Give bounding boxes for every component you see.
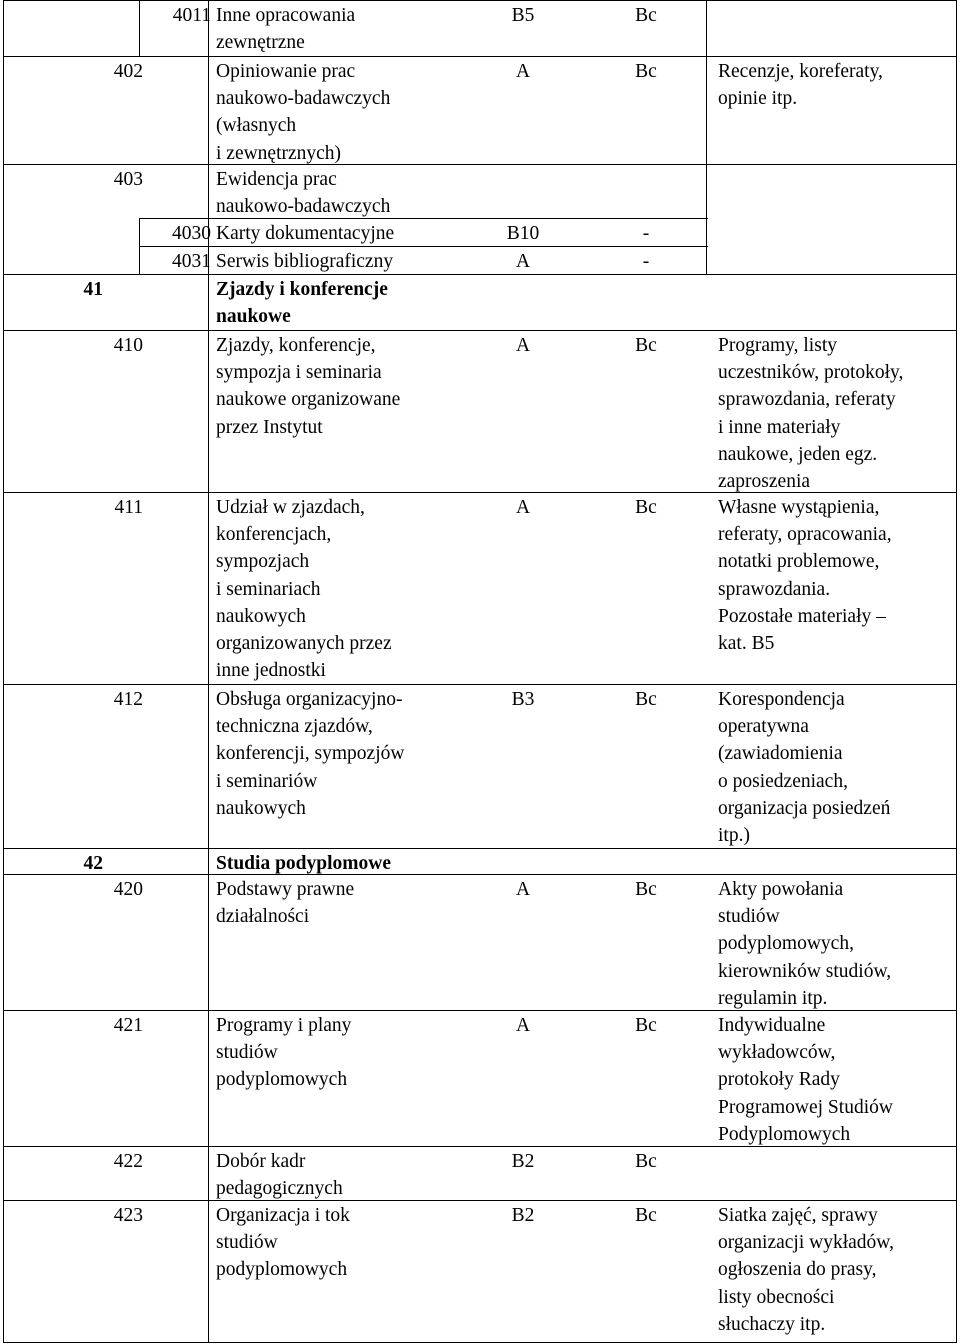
table-row bbox=[3, 164, 957, 218]
entry-name-line: studiów bbox=[216, 1232, 278, 1254]
entry-name-line: podyplomowych bbox=[216, 1259, 348, 1281]
row-divider bbox=[3, 1342, 957, 1343]
table-row bbox=[3, 246, 957, 274]
document-table bbox=[3, 0, 957, 1342]
entry-name bbox=[216, 276, 388, 330]
category-secondary: - bbox=[642, 251, 650, 272]
entry-number: 403 bbox=[113, 169, 143, 190]
category-primary: B3 bbox=[511, 689, 535, 710]
entry-name bbox=[216, 220, 394, 247]
entry-name-line: Programy i plany bbox=[216, 1015, 352, 1036]
entry-name-line: zewnętrzne bbox=[216, 32, 305, 54]
entry-name-line: działalności bbox=[216, 906, 310, 928]
entry-notes-line: Programowej Studiów bbox=[718, 1096, 893, 1118]
table-row bbox=[3, 492, 957, 684]
entry-notes-line: itp.) bbox=[718, 825, 750, 847]
entry-notes-line: kierowników studiów, bbox=[718, 960, 892, 982]
entry-name bbox=[216, 1012, 351, 1094]
entry-name-line: pedagogicznych bbox=[216, 1178, 343, 1200]
entry-notes-line: Akty powołania bbox=[718, 879, 844, 900]
entry-notes-line: Siatka zajęć, sprawy bbox=[718, 1205, 878, 1226]
category-secondary: Bc bbox=[635, 1151, 657, 1172]
entry-name-line: przez Instytut bbox=[216, 416, 323, 438]
entry-name-line: naukowych bbox=[216, 797, 306, 819]
entry-name-line: naukowych bbox=[216, 605, 306, 627]
entry-name-line: konferencji, sympozjów bbox=[216, 743, 405, 765]
entry-number: 4030 bbox=[172, 223, 211, 244]
category-secondary: Bc bbox=[635, 1015, 657, 1036]
entry-name bbox=[216, 58, 390, 167]
entry-name-line: Serwis bibliograficzny bbox=[216, 251, 394, 272]
entry-notes bbox=[718, 876, 891, 1012]
entry-number: 41 bbox=[83, 279, 103, 300]
category-secondary: Bc bbox=[635, 689, 657, 710]
entry-notes-line: uczestników, protokoły, bbox=[718, 362, 904, 384]
entry-name-line: i seminariach bbox=[216, 578, 321, 600]
entry-name bbox=[216, 1202, 350, 1284]
table-row bbox=[3, 1146, 957, 1200]
entry-name-line: naukowo-badawczych bbox=[216, 196, 391, 218]
entry-notes bbox=[718, 1202, 894, 1338]
category-secondary: Bc bbox=[635, 61, 657, 82]
entry-number: 402 bbox=[113, 61, 143, 82]
entry-name-line: Obsługa organizacyjno- bbox=[216, 689, 403, 710]
entry-name-line: sympozjach bbox=[216, 551, 310, 573]
entry-notes-line: naukowe, jeden egz. bbox=[718, 443, 878, 465]
entry-name-line: Studia podyplomowe bbox=[216, 853, 392, 874]
entry-notes bbox=[718, 58, 883, 112]
entry-name-line: podyplomowych bbox=[216, 1069, 348, 1091]
entry-notes-line: (zawiadomienia bbox=[718, 743, 843, 765]
entry-name bbox=[216, 686, 404, 822]
category-secondary: Bc bbox=[635, 335, 657, 356]
entry-notes-line: Pozostałe materiały – bbox=[718, 605, 886, 627]
entry-name bbox=[216, 332, 400, 441]
entry-notes-line: kat. B5 bbox=[718, 633, 775, 655]
entry-number: 410 bbox=[113, 335, 143, 356]
entry-notes-line: protokoły Rady bbox=[718, 1069, 840, 1091]
entry-notes-line: o posiedzeniach, bbox=[718, 770, 848, 792]
entry-notes-line: Indywidualne bbox=[718, 1015, 826, 1036]
entry-name bbox=[216, 166, 390, 220]
table-row bbox=[3, 218, 957, 246]
entry-name-line: Opiniowanie prac bbox=[216, 61, 356, 82]
category-primary: B5 bbox=[511, 5, 535, 26]
entry-notes-line: opinie itp. bbox=[718, 88, 798, 110]
table-row bbox=[3, 330, 957, 492]
entry-number: 4031 bbox=[172, 251, 211, 272]
entry-name-line: (własnych bbox=[216, 115, 297, 137]
entry-name-line: techniczna zjazdów, bbox=[216, 716, 373, 738]
entry-number: 411 bbox=[114, 497, 143, 518]
entry-name-line: Zjazdy i konferencje bbox=[216, 279, 388, 300]
entry-name-line: Dobór kadr bbox=[216, 1151, 306, 1172]
entry-notes-line: organizacji wykładów, bbox=[718, 1232, 894, 1254]
entry-name bbox=[216, 248, 393, 275]
entry-notes-line: sprawozdania, referaty bbox=[718, 389, 896, 411]
entry-number: 42 bbox=[83, 853, 103, 874]
category-primary: A bbox=[515, 251, 531, 272]
entry-name-line: Udział w zjazdach, bbox=[216, 497, 365, 518]
entry-name-line: konferencjach, bbox=[216, 524, 332, 546]
entry-name bbox=[216, 494, 392, 684]
entry-notes-line: organizacja posiedzeń bbox=[718, 797, 891, 819]
entry-notes-line: zaproszenia bbox=[718, 471, 811, 493]
entry-notes-line: Własne wystąpienia, bbox=[718, 497, 880, 518]
entry-notes-line: Korespondencja bbox=[718, 689, 845, 710]
category-primary: A bbox=[515, 879, 531, 900]
entry-name-line: Karty dokumentacyjne bbox=[216, 223, 395, 244]
table-row bbox=[3, 684, 957, 848]
entry-number: 423 bbox=[113, 1205, 143, 1226]
entry-notes-line: Podyplomowych bbox=[718, 1123, 851, 1145]
entry-notes-line: sprawozdania. bbox=[718, 578, 831, 600]
category-primary: B2 bbox=[511, 1205, 535, 1226]
entry-notes bbox=[718, 1012, 893, 1148]
entry-name bbox=[216, 876, 354, 930]
entry-name-line: naukowe organizowane bbox=[216, 389, 401, 411]
entry-number: 412 bbox=[113, 689, 143, 710]
entry-name bbox=[216, 1148, 343, 1202]
entry-name-line: i zewnętrznych) bbox=[216, 142, 342, 164]
entry-notes-line: i inne materiały bbox=[718, 416, 841, 438]
entry-notes bbox=[718, 332, 903, 495]
table-row bbox=[3, 874, 957, 1010]
table-row bbox=[3, 274, 957, 330]
entry-notes-line: referaty, opracowania, bbox=[718, 524, 892, 546]
category-primary: B10 bbox=[506, 223, 540, 244]
entry-name-line: naukowe bbox=[216, 306, 291, 328]
category-primary: A bbox=[515, 1015, 531, 1036]
entry-name-line: Inne opracowania bbox=[216, 5, 356, 26]
entry-number: 4011 bbox=[172, 5, 211, 26]
entry-notes-line: notatki problemowe, bbox=[718, 551, 880, 573]
table-row bbox=[3, 0, 957, 56]
entry-name-line: Organizacja i tok bbox=[216, 1205, 350, 1226]
entry-notes-line: ogłoszenia do prasy, bbox=[718, 1259, 877, 1281]
entry-name bbox=[216, 2, 355, 56]
table-row bbox=[3, 848, 957, 874]
entry-name-line: sympozja i seminaria bbox=[216, 362, 382, 384]
category-secondary: Bc bbox=[635, 5, 657, 26]
entry-name-line: organizowanych przez bbox=[216, 633, 392, 655]
entry-notes bbox=[718, 494, 892, 657]
entry-name-line: Ewidencja prac bbox=[216, 169, 337, 190]
entry-name-line: i seminariów bbox=[216, 770, 318, 792]
entry-name-line: Zjazdy, konferencje, bbox=[216, 335, 376, 356]
entry-notes-line: wykładowców, bbox=[718, 1042, 836, 1064]
entry-number: 422 bbox=[113, 1151, 143, 1172]
entry-notes-line: Recenzje, koreferaty, bbox=[718, 61, 883, 82]
category-primary: A bbox=[515, 497, 531, 518]
entry-notes-line: Programy, listy bbox=[718, 335, 837, 356]
entry-notes-line: listy obecności bbox=[718, 1286, 835, 1308]
entry-number: 421 bbox=[113, 1015, 143, 1036]
entry-number: 420 bbox=[113, 879, 143, 900]
entry-name-line: inne jednostki bbox=[216, 660, 326, 682]
category-secondary: Bc bbox=[635, 497, 657, 518]
category-primary: A bbox=[515, 61, 531, 82]
entry-name-line: studiów bbox=[216, 1042, 278, 1064]
entry-name-line: naukowo-badawczych bbox=[216, 88, 391, 110]
entry-name-line: Podstawy prawne bbox=[216, 879, 355, 900]
category-secondary: Bc bbox=[635, 1205, 657, 1226]
entry-notes-line: regulamin itp. bbox=[718, 987, 828, 1009]
table-row bbox=[3, 56, 957, 164]
category-primary: A bbox=[515, 335, 531, 356]
category-secondary: - bbox=[642, 223, 650, 244]
table-row bbox=[3, 1200, 957, 1342]
entry-notes bbox=[718, 686, 890, 849]
entry-notes-line: słuchaczy itp. bbox=[718, 1313, 826, 1335]
entry-notes-line: podyplomowych, bbox=[718, 933, 854, 955]
table-row bbox=[3, 1010, 957, 1146]
entry-notes-line: operatywna bbox=[718, 716, 809, 738]
category-primary: B2 bbox=[511, 1151, 535, 1172]
category-secondary: Bc bbox=[635, 879, 657, 900]
entry-notes-line: studiów bbox=[718, 906, 780, 928]
